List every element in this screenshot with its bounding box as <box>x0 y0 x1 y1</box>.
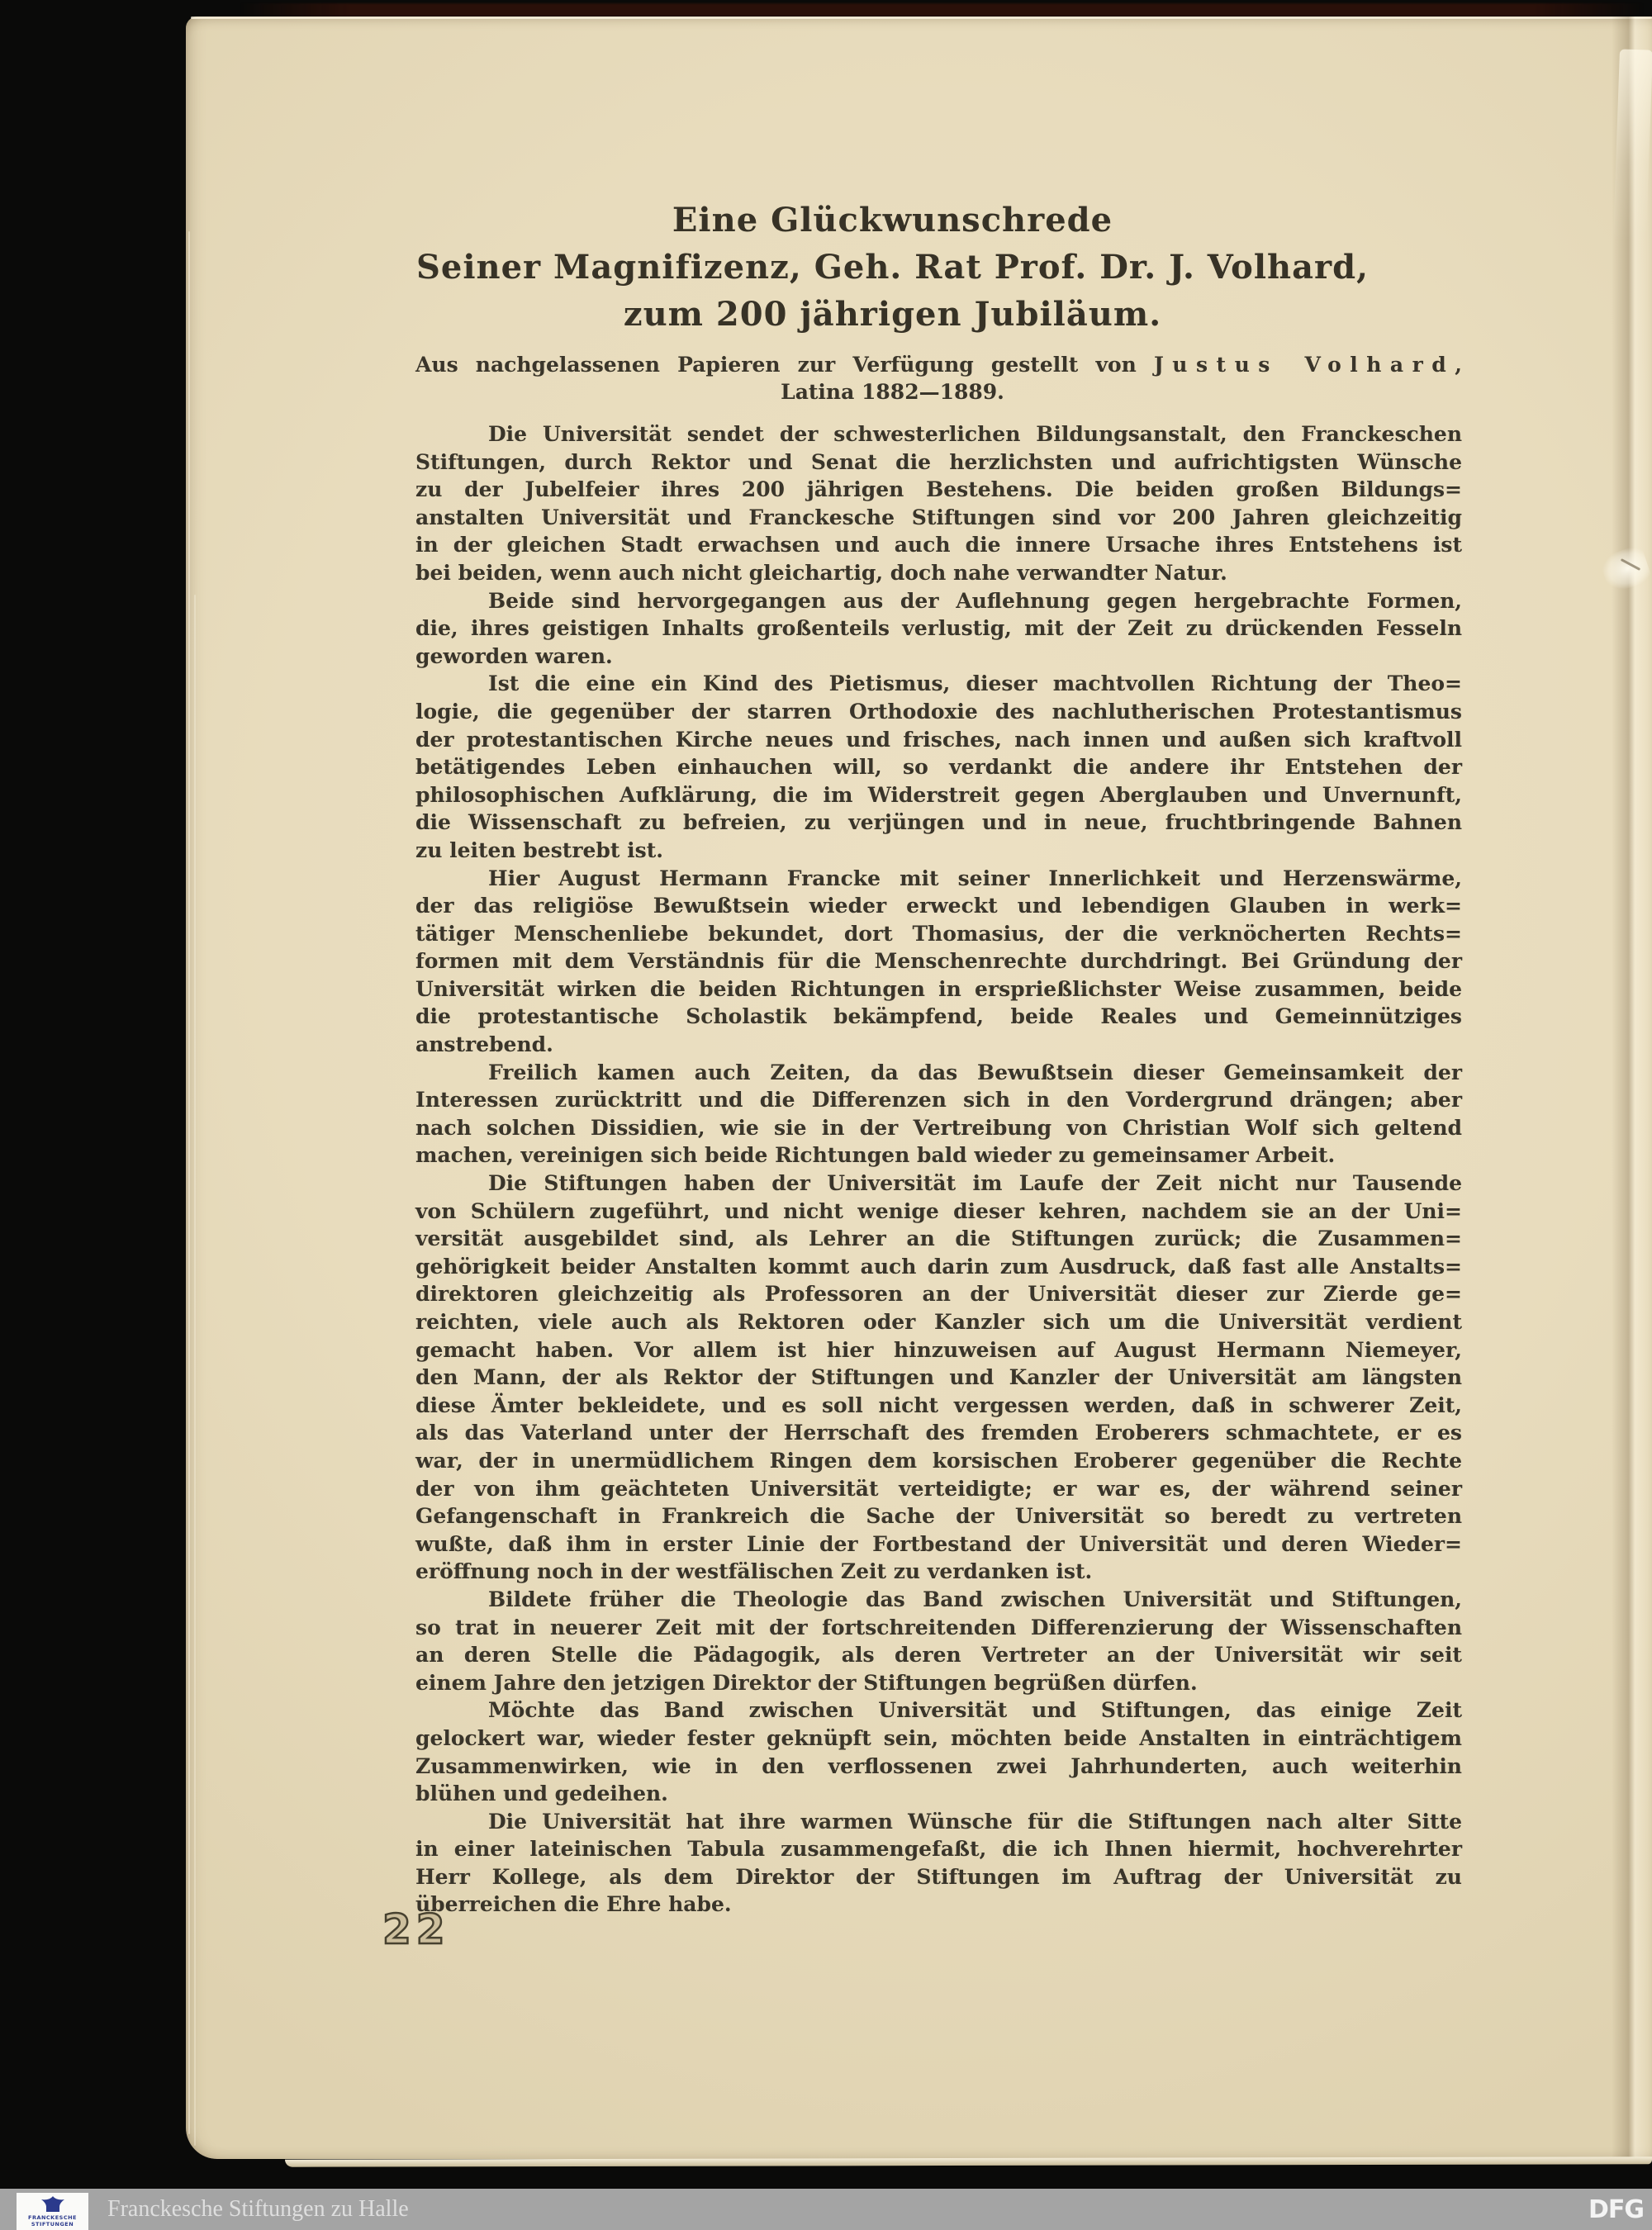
text-line: die Wissenschaft zu befreien, zu verjüngen und in neue, fruchtbringende Bahnen <box>415 810 1462 835</box>
text-line: Stiftungen, durch Rektor und Senat die herzlichsten und aufrichtigsten Wünsche <box>415 449 1462 474</box>
dfg-logo: DFG <box>1588 2194 1644 2224</box>
text-line: philosophischen Aufklärung, die im Widerstreit gegen Aberglauben und Unvernunft, <box>415 782 1462 807</box>
page-title <box>369 197 1416 338</box>
text-line: tätiger Menschenliebe bekundet, dort Thomasius, der die verknöcherten Rechts= <box>415 921 1462 946</box>
text-line: formen mit dem Verständnis für die Menschenrechte durchdringt. Bei Gründung der <box>415 949 1462 974</box>
byline <box>415 351 1462 379</box>
page-scan <box>186 17 1652 2159</box>
text-line: betätigendes Leben einhauchen will, so verdankt die andere ihr Entstehen der <box>415 755 1462 780</box>
text-line: wußte, daß ihm in erster Linie der Fortbestand der Universität und deren Wieder= <box>415 1531 1462 1556</box>
text-line: Freilich kamen auch Zeiten, da das Bewußtsein dieser Gemeinsamkeit der <box>488 1060 1462 1084</box>
corner-fold-highlight <box>1613 49 1652 240</box>
text-line: Universität wirken die beiden Richtungen in ersprießlichster Weise zusammen, beide <box>415 976 1462 1001</box>
byline-suffix: , <box>1455 353 1462 377</box>
institution-logo <box>17 2193 88 2230</box>
book-edge-tint <box>240 3 1644 17</box>
byline-author: Justus Volhard <box>1153 353 1455 377</box>
text-line: blühen und gedeihen. <box>415 1782 668 1806</box>
text-line: zu der Jubelfeier ihres 200 jährigen Bestehens. Die beiden großen Bildungs= <box>415 477 1462 502</box>
text-line: bei beiden, wenn auch nicht gleichartig, doch nahe verwandter Natur. <box>415 560 1227 585</box>
text-line: Ist die eine ein Kind des Pietismus, dieser machtvollen Richtung der Theo= <box>488 671 1462 696</box>
text-line: versität ausgebildet sind, als Lehrer an die Stiftungen zurück; die Zusammen= <box>415 1226 1462 1251</box>
text-line: direktoren gleichzeitig als Professoren an der Universität dieser zur Zierde ge= <box>415 1282 1462 1307</box>
text-line: diese Ämter bekleidete, und es soll nicht vergessen werden, daß in schwerer Zeit, <box>415 1393 1462 1417</box>
text-line: an deren Stelle die Pädagogik, als deren Vertreter an der Universität wir seit <box>415 1643 1462 1668</box>
text-line: Interessen zurücktritt und die Differenzen sich in den Vordergrund drängen; aber <box>415 1088 1462 1113</box>
text-line: von Schülern zugeführt, und nicht wenige dieser kehren, nachdem sie an der Uni= <box>415 1198 1462 1223</box>
body-text <box>415 420 1462 1919</box>
text-line: Zusammenwirken, wie in den verflossenen zwei Jahrhunderten, auch weiterhin <box>415 1753 1462 1778</box>
institution-name: Franckesche Stiftungen zu Halle <box>107 2196 409 2222</box>
byline-line2: Latina 1882—1889. <box>781 380 1004 404</box>
text-line: gelockert war, wieder fester geknüpft sein, möchten beide Anstalten in einträchtigem <box>415 1725 1462 1750</box>
text-line: die, ihres geistigen Inhalts großenteils verlustig, mit der Zeit zu drückenden Fesseln <box>415 616 1462 641</box>
text-line: nach solchen Dissidien, wie sie in der Vertreibung von Christian Wolf sich geltend <box>415 1115 1462 1140</box>
logo-caption-line2: STIFTUNGEN <box>31 2220 74 2228</box>
text-line: Bildete früher die Theologie das Band zwischen Universität und Stiftungen, <box>488 1587 1462 1611</box>
text-line: logie, die gegenüber der starren Orthodoxie des nachlutherischen Protestantismus <box>415 699 1462 724</box>
text-line: machen, vereinigen sich beide Richtungen bald wieder zu gemeinsamer Arbeit. <box>415 1143 1336 1168</box>
title-line-3: zum 200 jährigen Jubiläum. <box>623 295 1162 334</box>
text-line: Möchte das Band zwischen Universität und Stiftungen, das einige Zeit <box>488 1698 1462 1723</box>
byline-prefix: Aus nachgelassenen Papieren zur Verfügung gestellt von <box>415 353 1154 377</box>
eagle-icon <box>39 2195 67 2215</box>
page-bottom-edge <box>285 2156 1652 2166</box>
text-line: einem Jahre den jetzigen Direktor der Stiftungen begrüßen dürfen. <box>415 1670 1198 1695</box>
text-line: zu leiten bestrebt ist. <box>415 837 663 862</box>
text-line: Gefangenschaft in Frankreich die Sache der Universität so beredt zu vertreten <box>415 1504 1462 1529</box>
text-line: Die Stiftungen haben der Universität im Laufe der Zeit nicht nur Tausende <box>488 1171 1462 1196</box>
text-line: geworden waren. <box>415 643 613 668</box>
page-stack-edge <box>188 231 190 2134</box>
fold-crease <box>1612 17 1652 2159</box>
text-line: in einer lateinischen Tabula zusammengefaßt, die ich Ihnen hiermit, hochverehrter <box>415 1837 1462 1862</box>
text-line: Die Universität sendet der schwesterlichen Bildungsanstalt, den Franckeschen <box>488 422 1462 446</box>
page-stack-edge <box>194 595 196 2146</box>
text-line: war, der in unermüdlichem Ringen dem korsischen Eroberer gegenüber die Rechte <box>415 1448 1462 1473</box>
text-line: überreichen die Ehre habe. <box>415 1892 732 1917</box>
logo-caption-line1: FRANCKESCHE <box>28 2214 77 2221</box>
text-line: Die Universität hat ihre warmen Wünsche für die Stiftungen nach alter Sitte <box>488 1809 1462 1834</box>
text-line: der protestantischen Kirche neues und frisches, nach innen und außen sich kraftvoll <box>415 727 1462 752</box>
text-line: die protestantische Scholastik bekämpfend, beide Reales und Gemeinnütziges anstrebend. <box>415 1004 1462 1057</box>
text-line: reichten, viele auch als Rektoren oder Kanzler sich um die Universität verdient <box>415 1310 1462 1334</box>
footer-bar <box>0 2189 1652 2230</box>
text-line: Hier August Hermann Francke mit seiner Innerlichkeit und Herzenswärme, <box>488 866 1462 890</box>
text-line: eröffnung noch in der westfälischen Zeit zu verdanken ist. <box>415 1559 1093 1584</box>
text-line: Beide sind hervorgegangen aus der Auflehnung gegen hergebrachte Formen, <box>488 588 1462 613</box>
text-line: in der gleichen Stadt erwachsen und auch die innere Ursache ihres Entstehens ist <box>415 533 1462 558</box>
text-line: den Mann, der als Rektor der Stiftungen und Kanzler der Universität am längsten <box>415 1365 1462 1390</box>
text-line: anstalten Universität und Franckesche Stiftungen sind vor 200 Jahren gleichzeitig <box>415 505 1462 529</box>
text-line: als das Vaterland unter der Herrschaft des fremden Eroberers schmachtete, er es <box>415 1421 1462 1445</box>
text-line: Herr Kollege, als dem Direktor der Stiftungen im Auftrag der Universität zu <box>415 1864 1462 1889</box>
title-line-1: Eine Glückwunschrede <box>672 201 1113 240</box>
text-line: der von ihm geächteten Universität verteidigte; er war es, der während seiner <box>415 1476 1462 1501</box>
page-number: 22 <box>382 1905 450 1953</box>
title-line-2: Seiner Magnifizenz, Geh. Rat Prof. Dr. J. Volhard, <box>415 248 1370 287</box>
text-line: der das religiöse Bewußtsein wieder erweckt und lebendigen Glauben in werk= <box>415 894 1462 918</box>
text-line: so trat in neuerer Zeit mit der fortschreitenden Differenzierung der Wissenschaften <box>415 1615 1462 1639</box>
page-top-edge <box>191 17 1652 19</box>
text-line: gemacht haben. Vor allem ist hier hinzuweisen auf August Hermann Niemeyer, <box>415 1337 1462 1362</box>
text-line: gehörigkeit beider Anstalten kommt auch darin zum Ausdruck, daß fast alle Anstalts= <box>415 1254 1462 1279</box>
